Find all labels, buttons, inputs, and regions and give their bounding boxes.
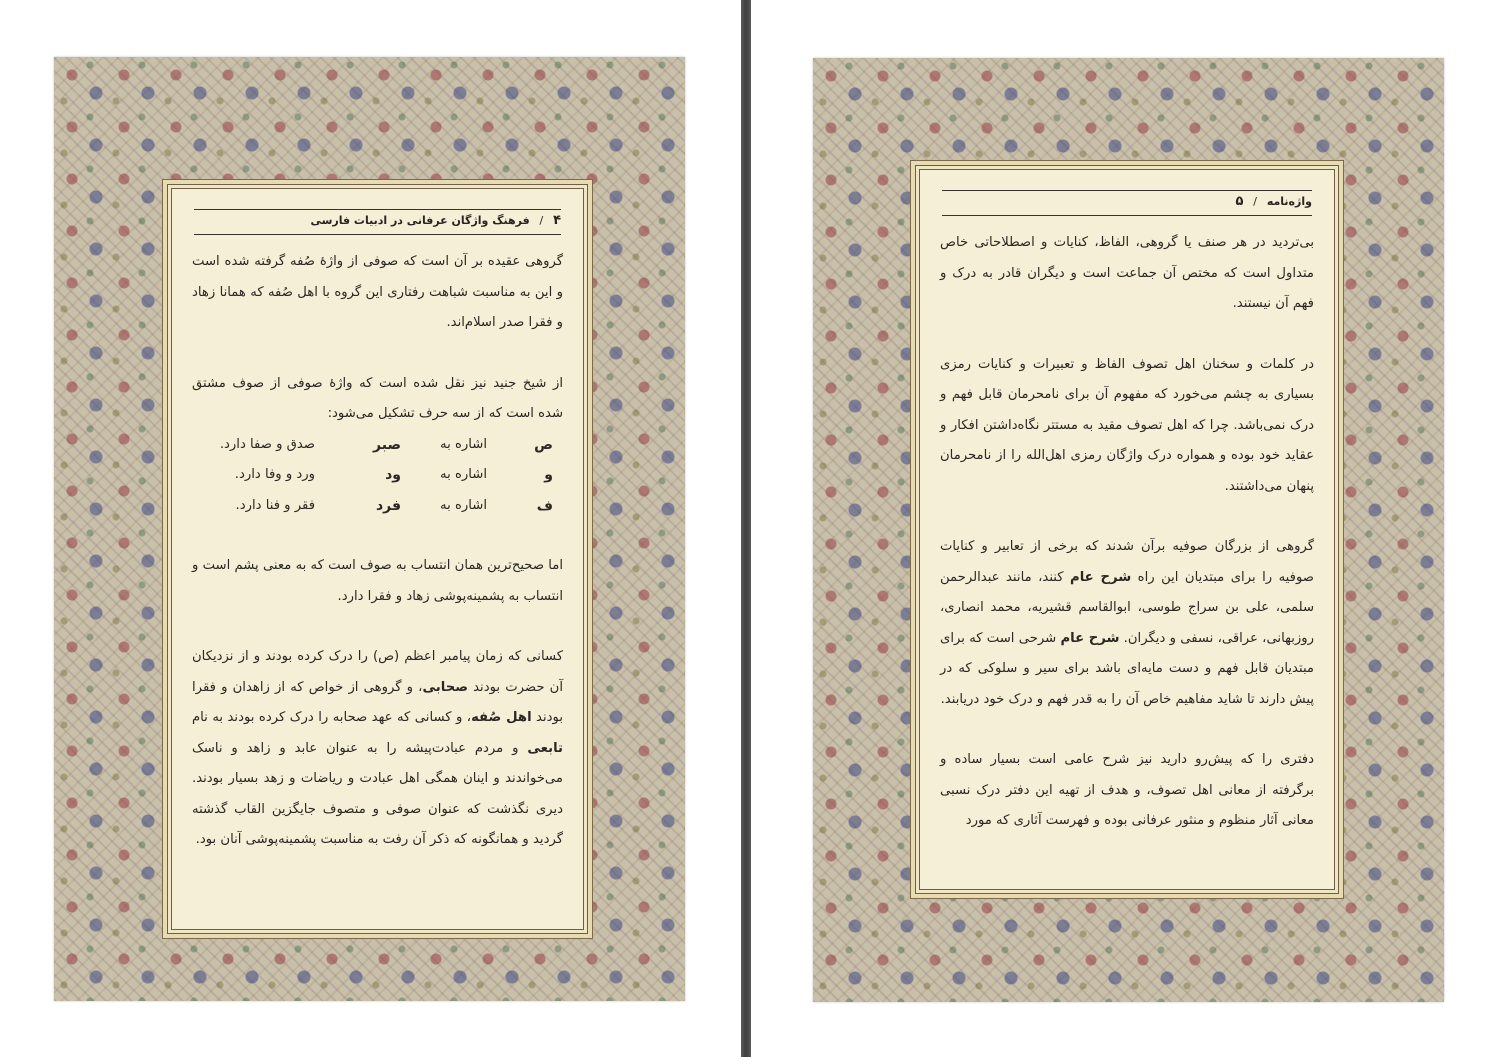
meaning-cell: ورد و وفا دارد. bbox=[234, 467, 315, 482]
left-page bbox=[54, 57, 685, 1001]
sufi-letters-table bbox=[192, 430, 563, 522]
page-gutter-divider bbox=[741, 0, 751, 1057]
text-run: ، و گروهی از خواص که از زاهدان و فقرا بودند bbox=[192, 679, 564, 725]
header-separator: / bbox=[539, 214, 544, 227]
points-to-cell: اشاره به bbox=[440, 497, 487, 513]
table-row bbox=[192, 430, 563, 461]
left-page-text-frame bbox=[171, 188, 584, 930]
text-run: گروهی از بزرگان صوفیه برآن شدند که برخی از تعابیر و کنایات صوفیه را برای مبتدیان این راه bbox=[940, 539, 1314, 585]
letter-cell: ف bbox=[536, 497, 553, 514]
running-title: فرهنگ واژگان عرفانی در ادبیات فارسی bbox=[310, 214, 530, 227]
table-row bbox=[192, 491, 563, 522]
page-number: ۵ bbox=[1235, 194, 1244, 209]
paragraph: گروهی عقیده بر آن است که صوفی از واژهٔ صُفه گرفته شده است و این به مناسبت شباهت رفتاری این گروه با اهل صُفه که همانا زهاد و فقرا صدر اسلام‌اند. bbox=[192, 254, 563, 330]
right-page-header bbox=[942, 190, 1312, 216]
bold-term: اهل صُفه bbox=[471, 710, 532, 725]
bold-term: صحابی bbox=[422, 679, 468, 695]
letter-cell: ص bbox=[534, 436, 553, 453]
section-title: واژه‌نامه bbox=[1266, 195, 1312, 208]
bold-term: شرح عام bbox=[1070, 569, 1132, 585]
paragraph: دفتری را که پیش‌رو دارید نیز شرح عامی است بسیار ساده و برگرفته از معانی اهل تصوف، و هدف از تهیه این دفتر درک نسبی معانی آثار منظوم و منثور عرفانی بوده و فهرست آثاری که مورد bbox=[940, 752, 1314, 828]
left-page-header bbox=[194, 209, 561, 235]
text-run: کسانی که زمان پیامبر اعظم (ص) را درک کرده بودند و از نزدیکان آن حضرت بودند bbox=[192, 649, 564, 695]
paragraph: از شیخ جنید نیز نقل شده است که واژهٔ صوفی از صوف مشتق شده است که از سه حرف تشکیل می‌شود: bbox=[192, 375, 563, 421]
right-page bbox=[813, 58, 1444, 1002]
text-run: و مردم عبادت‌پیشه را به عنوان عابد و زاهد و ناسک می‌خواندند و اینان همگی اهل عبادت و ریاضات و زهد بسیار بودند. دیری نگذشت که عنوان صوفی و متصوف جایگزین القاب گذشته گردید و همانگونه که ذکر آن رفت به مناسبت پشمینه‌پوشی آنان بود. bbox=[192, 740, 563, 847]
paragraph: در کلمات و سخنان اهل تصوف الفاظ و تعبیرات و کنایات رمزی بسیاری به چشم می‌خورد که مفهوم آن برای نامحرمان قابل فهم و درک نمی‌باشد. چرا که اهل تصوف مقید به مستتر نگاه‌داشتن افکار و عقاید خود بوده و همواره درک واژگان رمزی اهل‌الله را از نامحرمان پنهان می‌داشتند. bbox=[940, 356, 1314, 494]
letter-cell: و bbox=[544, 467, 553, 483]
header-separator: / bbox=[1253, 195, 1257, 208]
right-page-body bbox=[940, 228, 1314, 837]
text-run: کنند، مانند عبدالرحمن سلمی، علی بن سراج طوسی، ابوالقاسم قشیریه، محمد انصاری، روزبهانی، عراقی، نسفی و دیگران. bbox=[940, 569, 1314, 646]
text-run: ، و کسانی که عهد صحابه را درک کرده بودند به نام bbox=[192, 710, 472, 725]
word-cell: صبر bbox=[373, 436, 401, 453]
left-page-body bbox=[192, 247, 563, 856]
paragraph: بی‌تردید در هر صنف یا گروهی، الفاظ، کنایات و اصطلاحاتی خاص متداول است که مختص آن جماعت است و دیگران قادر به درک و فهم آن نیستند. bbox=[940, 235, 1314, 311]
table-row bbox=[192, 460, 563, 491]
bold-term: شرح عام bbox=[1060, 630, 1120, 646]
points-to-cell: اشاره به bbox=[440, 436, 487, 452]
paragraph bbox=[940, 532, 1314, 715]
bold-term: تابعی bbox=[527, 740, 563, 756]
paragraph: اما صحیح‌ترین همان انتساب به صوف است که به معنی پشم است و انتساب به پشمینه‌پوشی زهاد و فقرا دارد. bbox=[192, 558, 563, 604]
word-cell: ود bbox=[385, 467, 401, 483]
paragraph bbox=[192, 642, 563, 856]
meaning-cell: فقر و فنا دارد. bbox=[235, 497, 315, 513]
page-number: ۴ bbox=[553, 213, 561, 228]
right-page-text-frame bbox=[919, 169, 1335, 890]
word-cell: فرد bbox=[375, 497, 401, 514]
meaning-cell: صدق و صفا دارد. bbox=[219, 436, 315, 452]
points-to-cell: اشاره به bbox=[440, 467, 487, 482]
text-run: شرحی است که برای مبتدیان قابل فهم و دست مایه‌ای باشد برای سیر و سلوکی که در پیش دارند تا شاید مفاهیم خاص آن را به قدر فهم و درک خود دریابند. bbox=[940, 630, 1314, 707]
